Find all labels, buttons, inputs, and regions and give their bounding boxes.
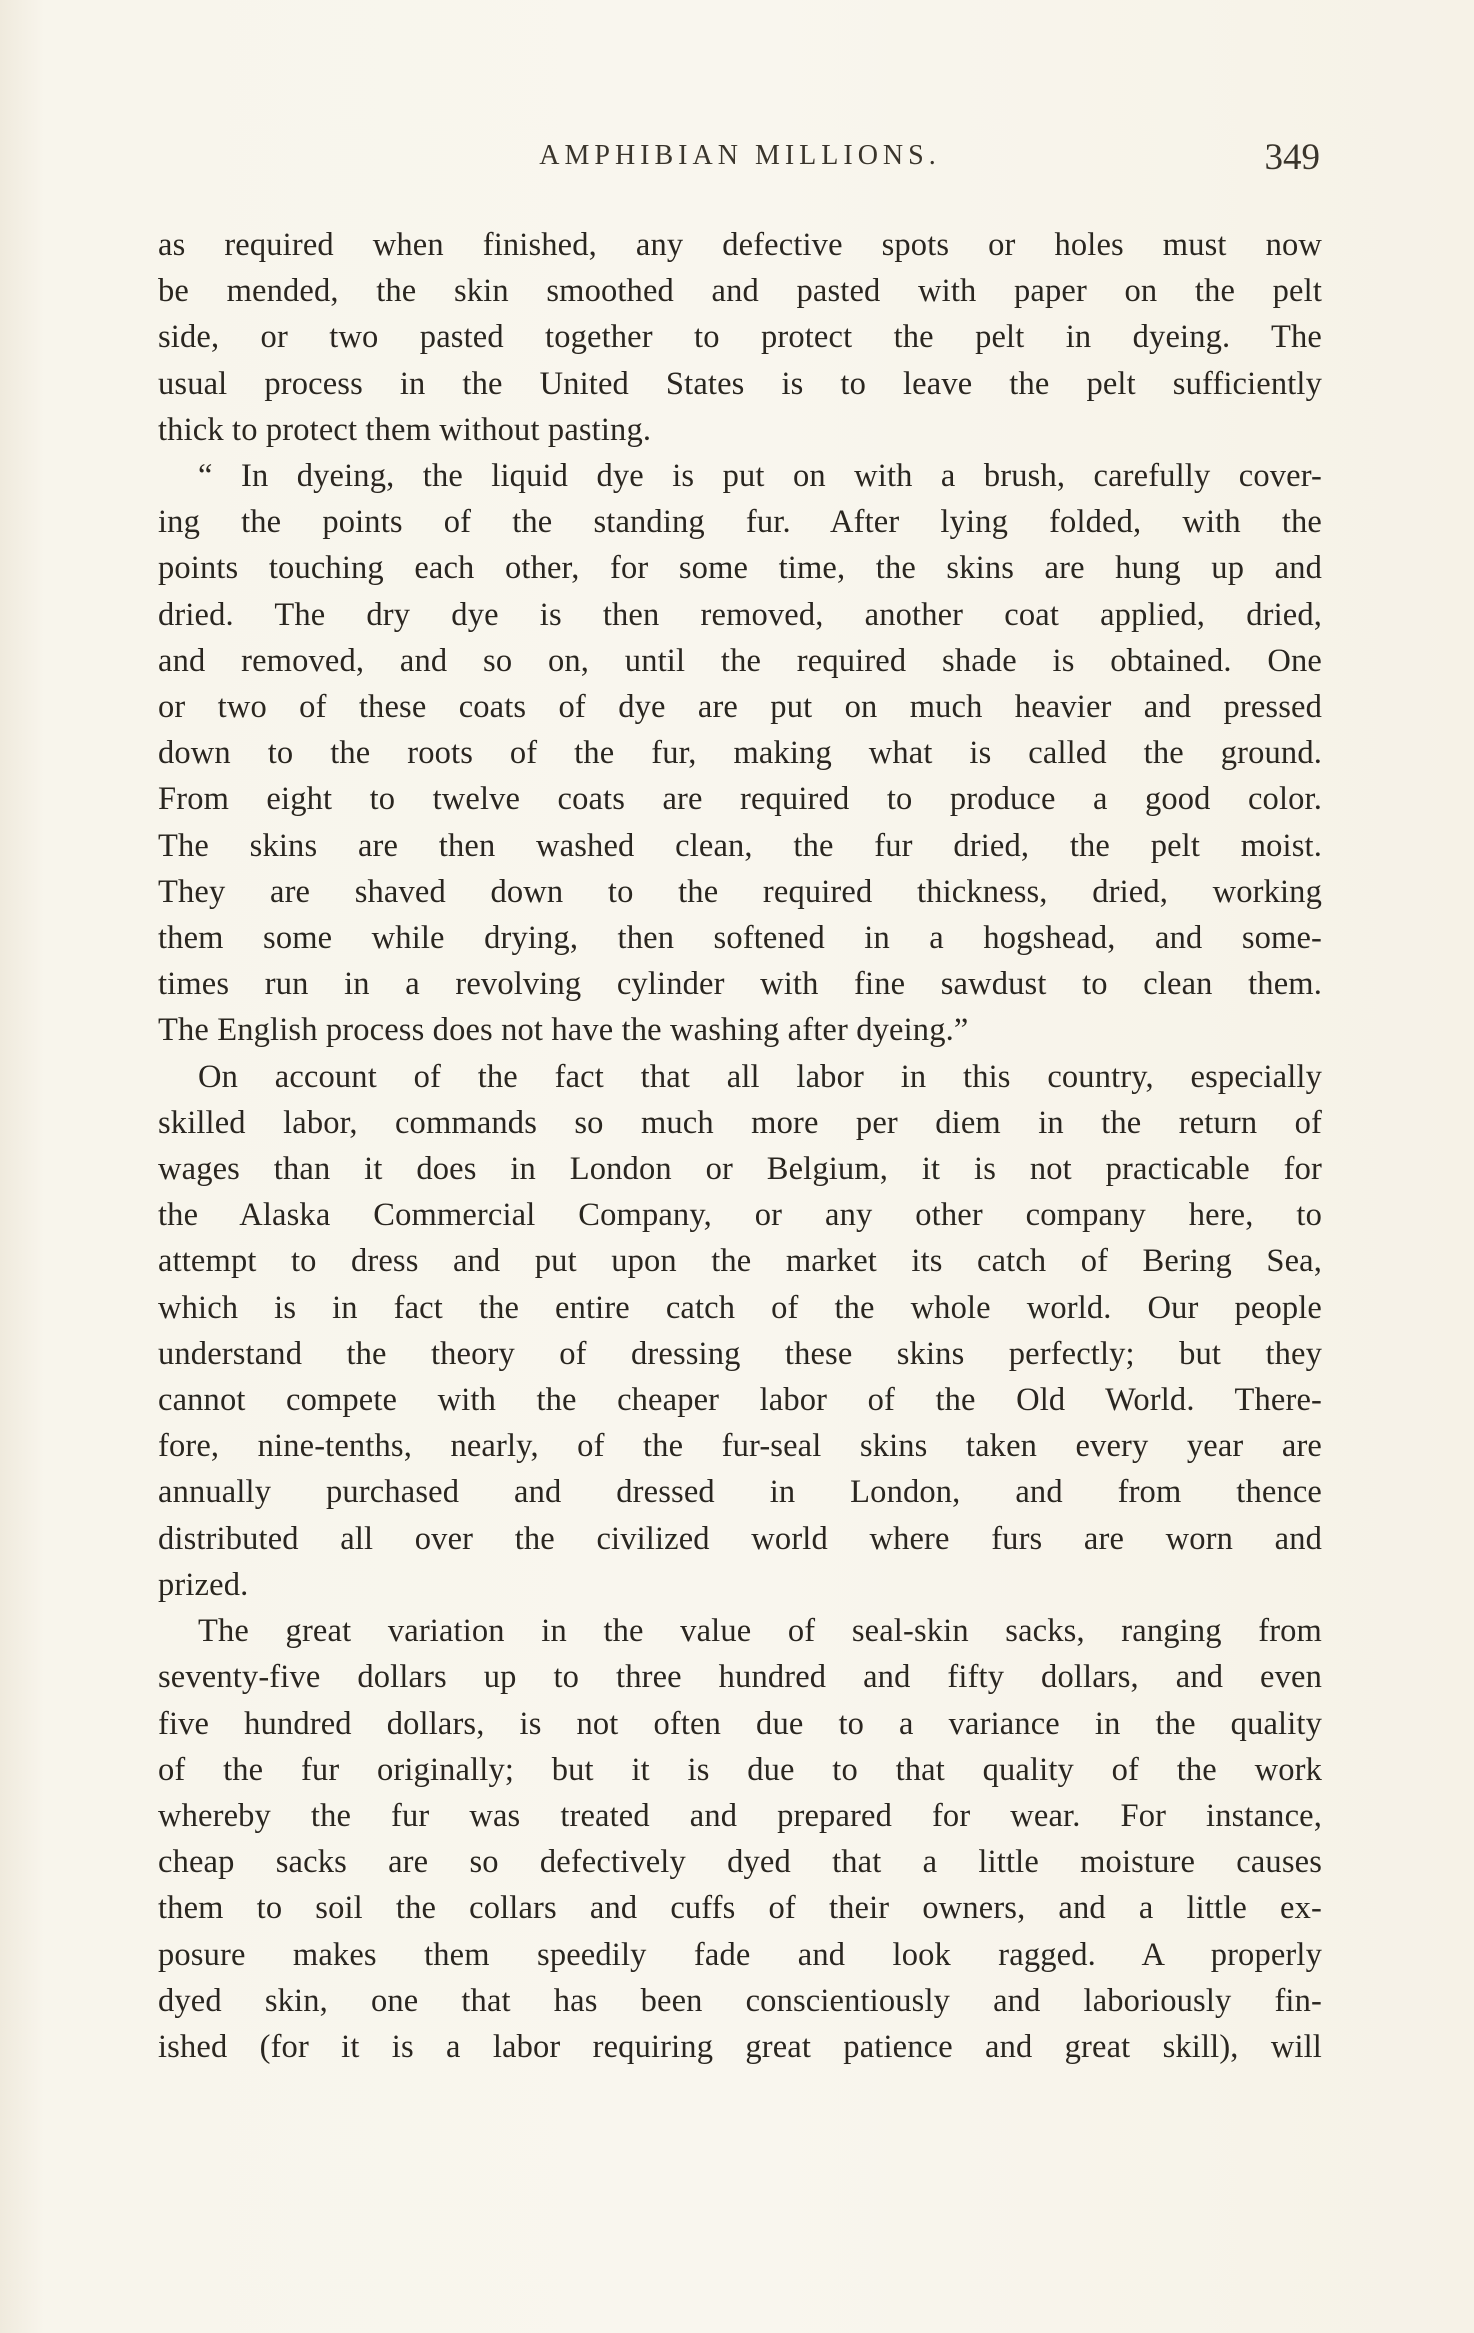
text-line: down to the roots of the fur, making what is called the ground. bbox=[158, 735, 1322, 772]
text-line: On account of the fact that all labor in this country, especially bbox=[198, 1058, 1322, 1095]
text-line: or two of these coats of dye are put on much heavier and pressed bbox=[158, 689, 1322, 726]
text-line: ing the points of the standing fur. After lying folded, with the bbox=[158, 504, 1322, 541]
text-line: dyed skin, one that has been conscientiously and laboriously fin- bbox=[158, 1982, 1322, 2019]
text-line: skilled labor, commands so much more per diem in the return of bbox=[158, 1104, 1322, 1141]
text-line: understand the theory of dressing these skins perfectly; but they bbox=[158, 1335, 1322, 1372]
body-text bbox=[158, 222, 1322, 2070]
text-line: which is in fact the entire catch of the whole world. Our people bbox=[158, 1289, 1322, 1326]
text-line: dried. The dry dye is then removed, another coat applied, dried, bbox=[158, 596, 1322, 633]
running-title: AMPHIBIAN MILLIONS. bbox=[539, 140, 941, 171]
text-line: cannot compete with the cheaper labor of the Old World. There- bbox=[158, 1382, 1322, 1419]
text-line: times run in a revolving cylinder with fine sawdust to clean them. bbox=[158, 966, 1322, 1003]
text-line: as required when finished, any defective spots or holes must now bbox=[158, 227, 1322, 263]
text-line: seventy-five dollars up to three hundred and fifty dollars, and even bbox=[158, 1659, 1322, 1696]
text-line: of the fur originally; but it is due to that quality of the work bbox=[158, 1751, 1322, 1788]
text-line: posure makes them speedily fade and look ragged. A properly bbox=[158, 1936, 1322, 1973]
text-line: points touching each other, for some time, the skins are hung up and bbox=[158, 550, 1322, 587]
text-line: the Alaska Commercial Company, or any other company here, to bbox=[158, 1197, 1322, 1234]
text-line: The great variation in the value of seal-skin sacks, ranging from bbox=[198, 1613, 1322, 1650]
page-number: 349 bbox=[1264, 137, 1320, 178]
text-line: “ In dyeing, the liquid dye is put on with a brush, carefully cover- bbox=[198, 458, 1322, 495]
text-line: be mended, the skin smoothed and pasted with paper on the pelt bbox=[158, 273, 1322, 310]
text-line: prized. bbox=[158, 1566, 249, 1603]
text-line: and removed, and so on, until the required shade is obtained. One bbox=[158, 642, 1322, 679]
text-line: cheap sacks are so defectively dyed that a little moisture causes bbox=[158, 1844, 1322, 1881]
text-line: The skins are then washed clean, the fur dried, the pelt moist. bbox=[158, 827, 1322, 864]
text-line: From eight to twelve coats are required to produce a good color. bbox=[158, 781, 1322, 818]
text-line: them to soil the collars and cuffs of their owners, and a little ex- bbox=[158, 1890, 1322, 1927]
text-line: fore, nine-tenths, nearly, of the fur-seal skins taken every year are bbox=[158, 1428, 1322, 1465]
text-line: usual process in the United States is to leave the pelt sufficiently bbox=[158, 365, 1322, 402]
text-line: side, or two pasted together to protect the pelt in dyeing. The bbox=[158, 319, 1322, 356]
text-line: wages than it does in London or Belgium, it is not practicable for bbox=[158, 1151, 1322, 1188]
text-line: five hundred dollars, is not often due to a variance in the quality bbox=[158, 1705, 1322, 1742]
text-line: thick to protect them without pasting. bbox=[158, 411, 652, 448]
text-line: them some while drying, then softened in a hogshead, and some- bbox=[158, 920, 1322, 957]
text-line: ished (for it is a labor requiring great patience and great skill), will bbox=[158, 2028, 1322, 2065]
text-line: The English process does not have the washing after dyeing.” bbox=[158, 1012, 969, 1049]
text-line: They are shaved down to the required thickness, dried, working bbox=[158, 873, 1322, 910]
text-line: whereby the fur was treated and prepared for wear. For instance, bbox=[158, 1797, 1322, 1834]
text-line: attempt to dress and put upon the market its catch of Bering Sea, bbox=[158, 1243, 1322, 1280]
text-line: distributed all over the civilized world where furs are worn and bbox=[158, 1520, 1322, 1557]
text-line: annually purchased and dressed in London, and from thence bbox=[158, 1474, 1322, 1511]
running-head bbox=[160, 137, 1320, 180]
